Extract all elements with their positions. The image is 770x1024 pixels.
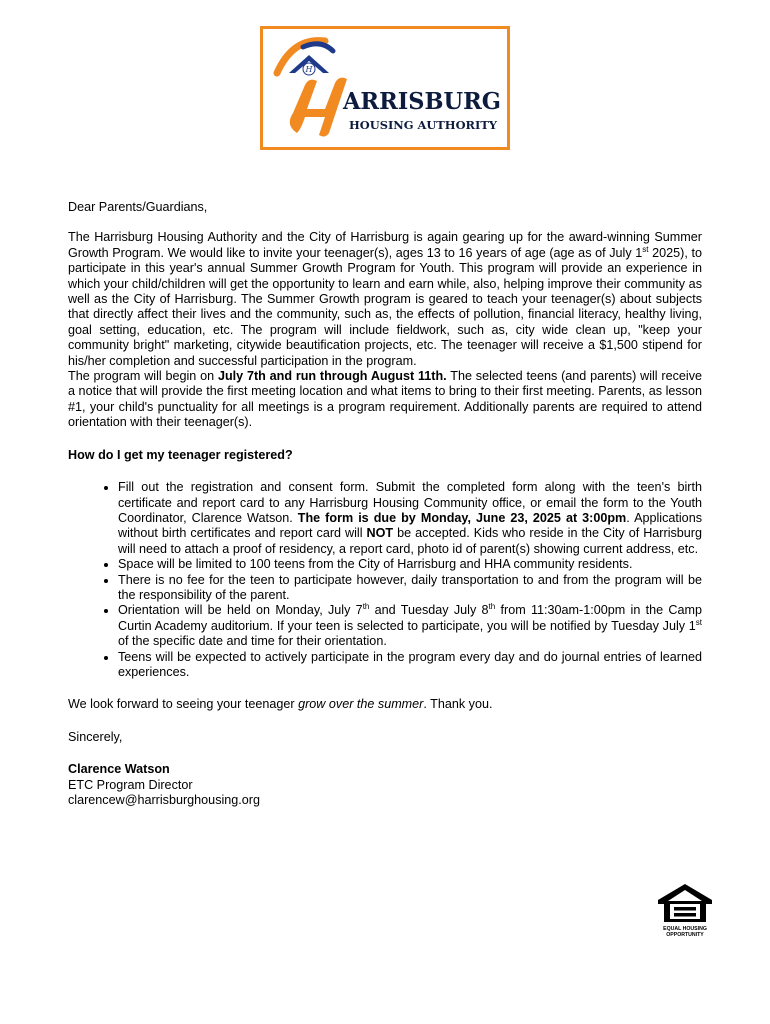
harrisburg-housing-authority-logo	[260, 26, 510, 150]
eho-line1: EQUAL HOUSING	[663, 926, 707, 932]
list-item: • There is no fee for the teen to participate however, daily transportation to and from the program will be the responsibility of the parent.	[118, 573, 702, 604]
signoff: Sincerely,	[68, 729, 123, 744]
registration-question: How do I get my teenager registered?	[68, 447, 293, 462]
logo-swoosh-blue	[303, 44, 333, 51]
signer-email[interactable]: clarencew@harrisburghousing.org	[68, 793, 260, 807]
logo-monogram: H	[305, 65, 313, 74]
registration-steps-list	[68, 480, 702, 680]
program-dates-paragraph: The program will begin on July 7th and run through August 11th. The selected teens (and parents) will receive a notice that will provide the first meeting location and what items to bring to their first meeting. Parents, as lesson #1, your child's punctuality for all meetings is a program requirement. Additionally parents are required to attend orientation with their teenager(s).	[68, 369, 702, 430]
eho-line2: OPPORTUNITY	[666, 932, 704, 938]
letter-body	[68, 200, 702, 808]
signer-title: ETC Program Director	[68, 777, 193, 792]
logo-name-text: ARRISBURG	[342, 88, 501, 115]
intro-paragraph: The Harrisburg Housing Authority and the City of Harrisburg is again gearing up for the award-winning Summer Growth Program. We would like to invite your teenager(s), ages 13 to 16 years of age (age as of July 1st 2025), to participate in this year's annual Summer Growth Program for Youth. This program will provide an experience in which your child/children will get the opportunity to learn and earn while, also, helping improve their community as well as the City of Harrisburg. The Summer Growth program is geared to teach your teenager(s) about subjects that directly affect their lives and the community, such as, the effects of pollution, financial literacy, healthy living, goal setting, education, etc. The program will include fieldwork, such as, city wide clean up, "keep your community bright" marketing, citywide beautification projects, etc. The teenager will receive a $1,500 stipend for his/her completion and successful participation in the program.	[68, 230, 702, 368]
list-item: • Space will be limited to 100 teens from the City of Harrisburg and HHA community residents.	[118, 557, 702, 572]
list-item: • Orientation will be held on Monday, July 7th and Tuesday July 8th from 11:30am-1:00pm in the Camp Curtin Academy auditorium. If your teen is selected to participate, you will be notified by Tuesday July 1st of the specific date and time for their orientation.	[118, 603, 702, 649]
signer-name: Clarence Watson	[68, 762, 170, 777]
list-item: • Teens will be expected to actively participate in the program every day and do journal entries of learned experiences.	[118, 650, 702, 681]
list-item: • Fill out the registration and consent form. Submit the completed form along with the teen's birth certificate and report card to any Harrisburg Housing Community office, or email the form to the Youth Coordinator, Clarence Watson. The form is due by Monday, June 23, 2025 at 3:00pm. Applications without birth certificates and report card will NOT be accepted. Kids who reside in the City of Harrisburg will need to attach a proof of residency, a report card, photo id of parent(s) showing current address, etc.	[118, 480, 702, 557]
logo-graphic	[263, 29, 507, 147]
greeting: Dear Parents/Guardians,	[68, 200, 208, 214]
logo-subtitle-text: HOUSING AUTHORITY	[349, 118, 498, 132]
equal-housing-opportunity-logo	[654, 880, 716, 950]
logo-h-letter	[290, 78, 347, 137]
closing-line: We look forward to seeing your teenager grow over the summer. Thank you.	[68, 697, 493, 712]
equal-housing-icon	[654, 880, 716, 950]
